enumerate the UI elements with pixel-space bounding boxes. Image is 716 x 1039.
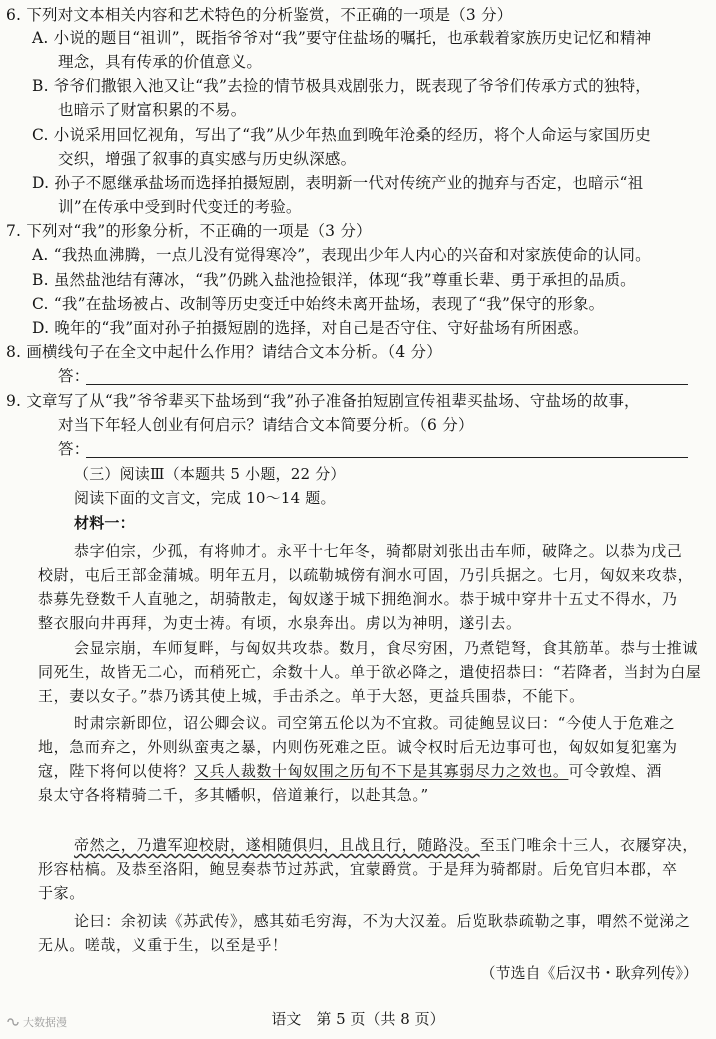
q7-stem: 7. 下列对“我”的形象分析，不正确的一项是（3 分） [6,222,372,240]
q9-stem-cont: 对当下年轻人创业有何启示？请结合文本简要分析。（6 分） [58,416,474,434]
classical-p1-line4: 整衣服向井再拜，为吏士祷。有顷，水泉奔出。虏以为神明，遂引去。 [38,614,522,632]
classical-p4-line2: 形容枯槁。及恭至洛阳，鲍昱奏恭节过苏武，宜蒙爵赏。于是拜为骑都尉。后免官归本郡，卒 [38,860,678,878]
classical-p3-line1: 时肃宗新即位，诏公卿会议。司空第五伦以为不宜救。司徒鲍昱议曰：“今使人于危难之 [74,714,676,732]
classical-p2-line1: 会显宗崩，车师复畔，与匈奴共攻恭。数月，食尽穷困，乃煮铠弩，食其筋革。恭与士推诚 [74,639,699,657]
watermark-logo-icon [6,1017,20,1027]
source-citation: （节选自《后汉书・耿弇列传》） [480,964,698,982]
q9-stem: 9. 文章写了从“我”爷爷辈买下盐场到“我”孙子准备拍短剧宣传祖辈买盐场、守盐场的故事， [6,392,640,410]
classical-p1-line2: 校尉，屯后王部金蒲城。明年五月，以疏勒城傍有涧水可固，乃引兵据之。七月，匈奴来攻恭， [38,566,694,584]
q8-answer-line[interactable] [86,384,688,385]
classical-p4-line3: 于家。 [38,884,85,902]
q8-answer-label: 答： [58,367,90,385]
q6-option-b: B. 爷爷们撒银入池又让“我”去捡的情节极具戏剧张力，既表现了爷爷们传承方式的独特， [32,77,651,95]
classical-p2-line2: 同死生，故皆无二心，而稍死亡，余数十人。单于欲必降之，遣使招恭曰：“若降者，当封为白屋 [38,663,702,681]
underlined-sentence: 又兵人裁数十匈奴围之历旬不下是其寡弱尽力之效也。 [194,762,569,780]
q7-option-a: A. “我热血沸腾，一点儿没有觉得寒冷”，表现出少年人内心的兴奋和对家族使命的认同。 [32,246,651,264]
q6-option-a-cont: 理念，具有传承的价值意义。 [58,53,263,71]
material-label: 材料一： [74,514,135,532]
classical-p5-line2: 无从。嗟哉，义重于生，以至是乎！ [38,936,288,954]
classical-p4-line1-post: 至玉门唯余十三人，衣屦穿决， [479,836,699,854]
q6-option-d-cont: 训”在传承中受到时代变迁的考验。 [58,198,302,216]
q8-stem: 8. 画横线句子在全文中起什么作用？请结合文本分析。（4 分） [6,343,442,361]
watermark [6,1014,67,1030]
q7-option-b: B. 虽然盐池结有薄冰，“我”仍跳入盐池捡银洋，体现“我”尊重长辈、勇于承担的品质。 [32,271,636,289]
section-title: （三）阅读Ⅲ（本题共 5 小题，22 分） [74,465,346,483]
q6-option-c-cont: 交织，增强了叙事的真实感与历史纵深感。 [58,150,357,168]
classical-p3-line3-pre: 寇，陛下将何以使将？ [38,762,195,780]
wavy-underlined-sentence: 帝然之，乃遣军迎校尉，遂相随俱归，且战且行，随路没。 [74,836,480,854]
page-footer: 语文 第 5 页（共 8 页） [271,1010,445,1028]
classical-p4-line1 [74,834,698,856]
section-instruction: 阅读下面的文言文，完成 10～14 题。 [74,489,336,507]
watermark-text: 大数据漫 [23,1016,67,1029]
classical-p3-line3-post: 可令敦煌、酒 [568,762,663,780]
q6-stem: 6. 下列对文本相关内容和艺术特色的分析鉴赏，不正确的一项是（3 分） [6,6,513,24]
classical-p3-line4: 泉太守各将精骑二千，多其幡帜，倍道兼行，以赴其急。” [38,786,429,804]
q6-option-b-cont: 也暗示了财富积累的不易。 [58,101,247,119]
classical-p5-line1: 论曰：余初读《苏武传》，感其茹毛穷海，不为大汉羞。后览耿恭疏勒之事，喟然不觉涕之 [74,912,691,930]
q6-option-c: C. 小说采用回忆视角，写出了“我”从少年热血到晚年沧桑的经历，将个人命运与家国历史 [32,126,651,144]
classical-p3-line2: 地，急而弃之，外则纵蛮夷之暴，内则伤死难之臣。诚令权时后无边事可也，匈奴如复犯塞为 [38,738,678,756]
q6-option-a: A. 小说的题目“祖训”，既指爷爷对“我”要守住盐场的嘱托，也承载着家族历史记忆和精神 [32,29,652,47]
q6-option-d: D. 孙子不愿继承盐场而选择拍摄短剧，表明新一代对传统产业的抛弃与否定，也暗示“祖 [32,174,644,192]
classical-p1-line1: 恭字伯宗，少孤，有将帅才。永平十七年冬，骑都尉刘张出击车师，破降之。以恭为戊己 [74,542,683,560]
q7-option-c: C. “我”在盐场被占、改制等历史变迁中始终未离开盐场，表现了“我”保守的形象。 [32,295,605,313]
q9-answer-label: 答： [58,440,90,458]
classical-p2-line3: 王，妻以女子。”恭乃诱其使上城，手击杀之。单于大怒，更益兵围恭，不能下。 [38,687,585,705]
q7-option-d: D. 晚年的“我”面对孙子拍摄短剧的选择，对自己是否守住、守好盐场有所困惑。 [32,319,589,337]
classical-p1-line3: 恭募先登数千人直驰之，胡骑散走，匈奴遂于城下拥绝涧水。恭于城中穿井十五丈不得水，乃 [38,590,678,608]
classical-p3-line3 [38,760,662,782]
q9-answer-line[interactable] [86,457,688,458]
